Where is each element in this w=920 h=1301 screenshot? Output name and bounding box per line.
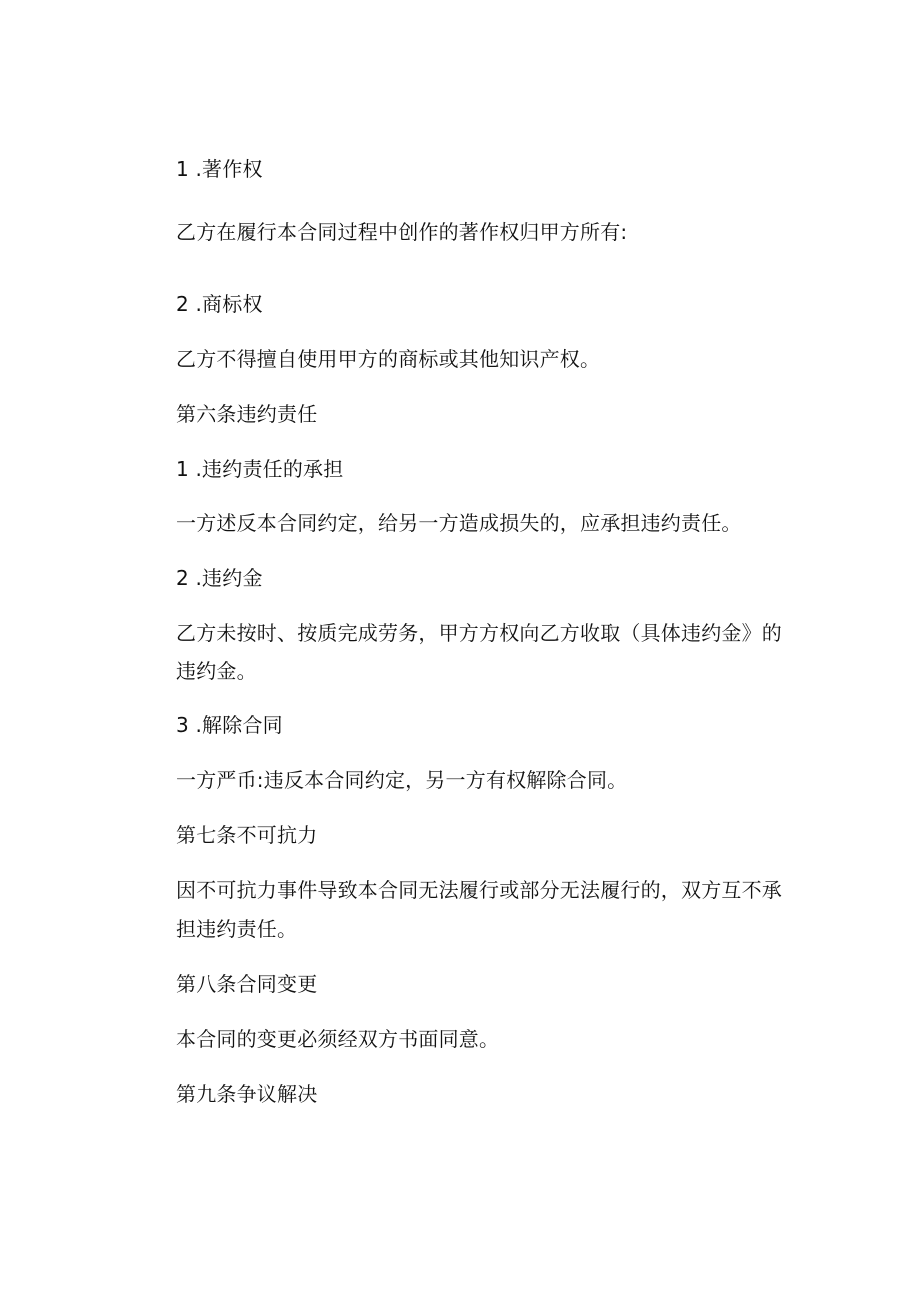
copyright-text: 乙方在履行本合同过程中创作的著作权归甲方所有:	[176, 220, 628, 244]
liability-text: 一方述反本合同约定，给另一方造成损失的，应承担违约责任。	[176, 511, 742, 535]
article-eight-heading: 第八条合同变更	[176, 972, 318, 996]
penalty-text-line-1: 乙方未按时、按质完成劳务，甲方方权向乙方收取（具体违约金》的	[176, 621, 782, 645]
force-majeure-text-line-1: 因不可抗力事件导致本合同无法履行或部分无法履行的，双方互不承	[176, 878, 782, 902]
article-six-heading: 第六条违约责任	[176, 402, 318, 426]
clause-heading-termination: 3 .解除合同	[176, 713, 283, 737]
clause-heading-copyright: 1 .著作权	[176, 157, 263, 181]
force-majeure-text-line-2: 担违约责任。	[176, 917, 298, 941]
termination-text: 一方严币:违反本合同约定，另一方有权解除合同。	[176, 768, 628, 792]
penalty-text-line-2: 违约金。	[176, 659, 257, 683]
clause-heading-trademark: 2 .商标权	[176, 292, 263, 316]
article-seven-heading: 第七条不可抗力	[176, 823, 318, 847]
trademark-text: 乙方不得擅自使用甲方的商标或其他知识产权。	[176, 347, 601, 371]
clause-heading-liability: 1 .违约责任的承担	[176, 457, 344, 481]
article-nine-heading: 第九条争议解决	[176, 1082, 318, 1106]
contract-change-text: 本合同的变更必须经双方书面同意。	[176, 1027, 500, 1051]
clause-heading-penalty: 2 .违约金	[176, 566, 263, 590]
